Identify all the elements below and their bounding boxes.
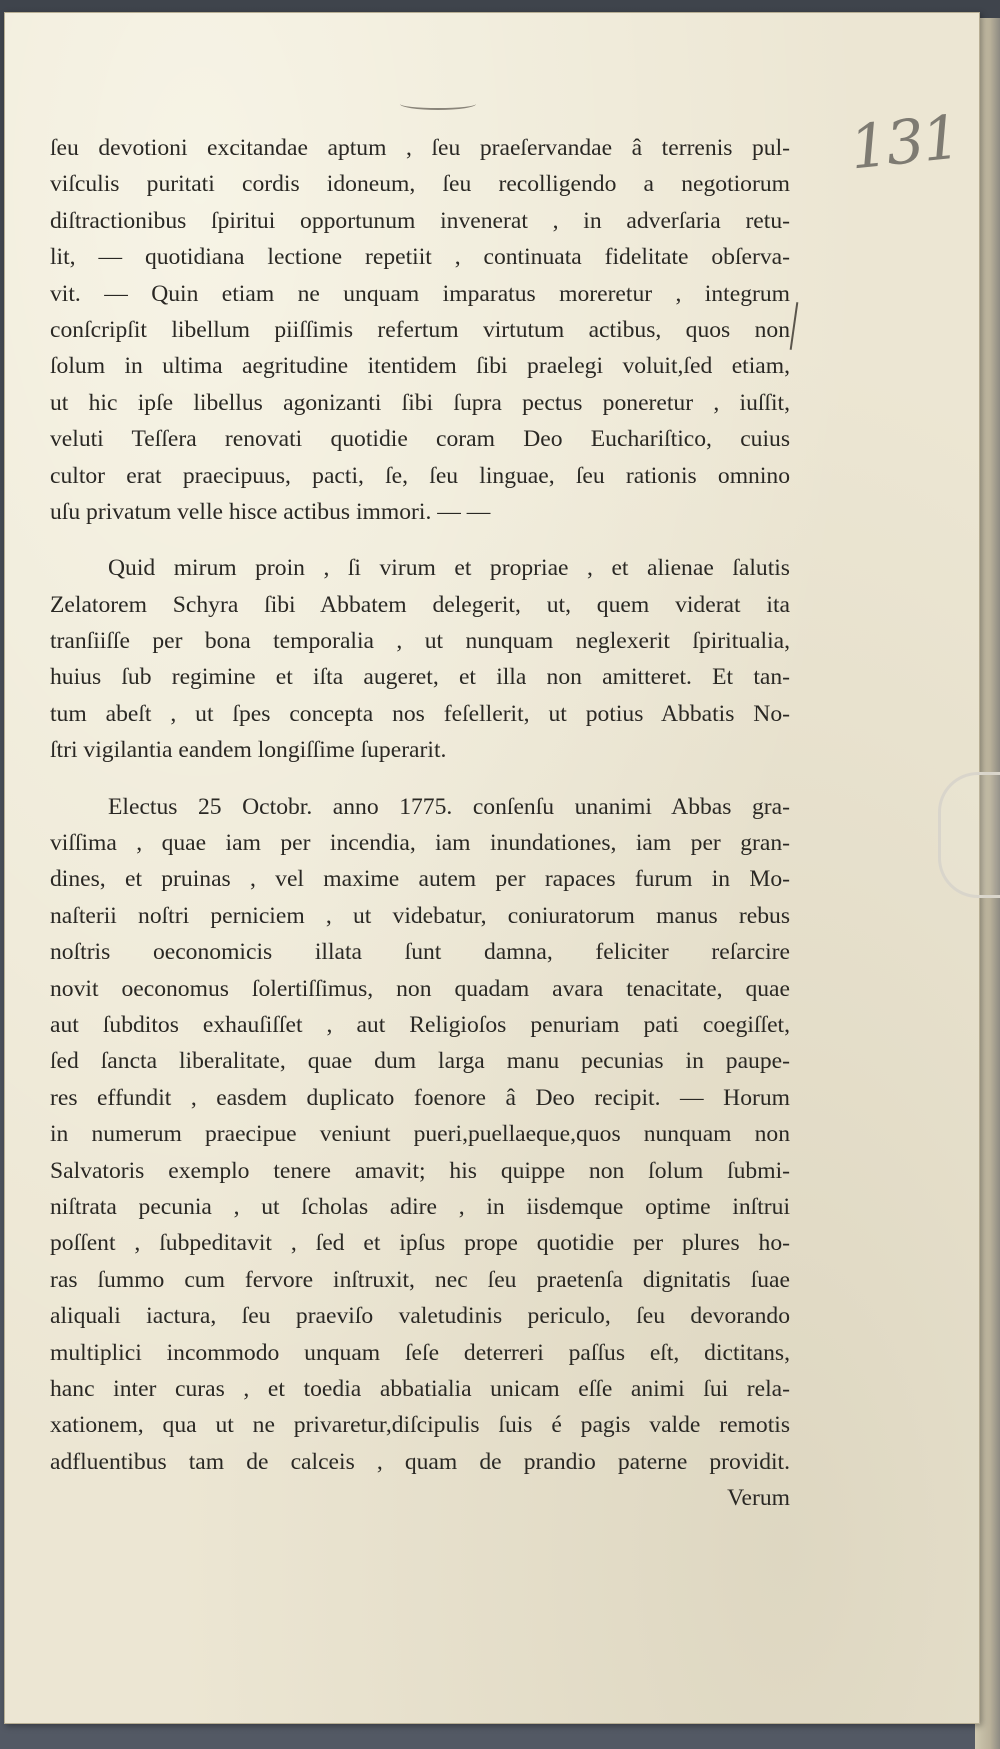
text-line: naſterii noſtri perniciem , ut videbatur, coniuratorum manus rebus <box>50 902 790 929</box>
page-clip <box>938 772 1000 898</box>
text-line: aut ſubditos exhauſiſſet , aut Religioſos penuriam pati coegiſſet, <box>50 1011 790 1038</box>
text-line: xationem, qua ut ne privaretur,diſcipulis ſuis é pagis valde remotis <box>50 1412 790 1439</box>
text-line: hanc inter curas , et toedia abbatialia unicam eſſe animi ſui rela- <box>50 1375 790 1402</box>
text-line: multiplici incommodo unquam ſeſe deterreri paſſus eſt, dictitans, <box>50 1339 790 1366</box>
ink-mark <box>400 98 476 110</box>
text-line: viſſima , quae iam per incendia, iam inundationes, iam per gran- <box>50 830 790 857</box>
text-line: res effundit , easdem duplicato foenore â Deo recipit. — Horum <box>50 1084 790 1111</box>
text-line: Electus 25 Octobr. anno 1775. conſenſu unanimi Abbas gra- <box>108 793 790 820</box>
text-line: veluti Teſſera renovati quotidie coram Deo Euchariſtico, cuius <box>50 426 790 453</box>
text-line: poſſent , ſubpeditavit , ſed et ipſus prope quotidie per plures ho- <box>50 1230 790 1257</box>
text-line: cultor erat praecipuus, pacti, ſe, ſeu linguae, ſeu rationis omnino <box>50 462 790 489</box>
text-line: vit. — Quin etiam ne unquam imparatus moreretur , integrum <box>50 280 790 307</box>
text-line: tum abeſt , ut ſpes concepta nos feſellerit, ut potius Abbatis No- <box>50 700 790 727</box>
text-line: novit oeconomus ſolertiſſimus, non quadam avara tenacitate, quae <box>50 975 790 1002</box>
text-line: aliquali iactura, ſeu praeviſo valetudinis periculo, ſeu devorando <box>50 1303 790 1330</box>
text-line: tranſiiſſe per bona temporalia , ut nunquam neglexerit ſpiritualia, <box>50 628 790 655</box>
text-line: ſtri vigilantia eandem longiſſime ſuperarit. <box>50 737 447 764</box>
text-line: Quid mirum proin , ſi virum et propriae , et alienae ſalutis <box>108 555 790 582</box>
text-line: ſeu devotioni excitandae aptum , ſeu praeſervandae â terrenis pul- <box>50 135 790 161</box>
text-line: noſtris oeconomicis illata ſunt damna, feliciter reſarcire <box>50 939 790 966</box>
text-line: niſtrata pecunia , ut ſcholas adire , in iisdemque optime inſtrui <box>50 1193 790 1220</box>
paragraph-2 <box>50 550 790 768</box>
margin-mark <box>790 302 799 350</box>
text-line: conſcripſit libellum piiſſimis refertum virtutum actibus, quos non <box>50 316 790 343</box>
text-line: Salvatoris exemplo tenere amavit; his quippe non ſolum ſubmi- <box>50 1157 790 1184</box>
text-line: ſolum in ultima aegritudine itentidem ſibi praelegi voluit,ſed etiam, <box>50 353 790 380</box>
text-line: ut hic ipſe libellus agonizanti ſibi ſupra pectus poneretur , iuſſit, <box>50 389 790 416</box>
document-page <box>4 12 980 1724</box>
catchword: Verum <box>727 1485 790 1512</box>
paragraph-1 <box>50 130 790 530</box>
page-number: 131 <box>846 102 962 184</box>
text-line: adfluentibus tam de calceis , quam de prandio paterne providit. <box>50 1448 790 1475</box>
text-line: in numerum praecipue veniunt pueri,puellaeque,quos nunquam non <box>50 1121 790 1148</box>
text-line: lit, — quotidiana lectione repetiit , continuata fidelitate obſerva- <box>50 244 790 271</box>
paragraph-3 <box>50 789 790 1517</box>
text-line: diſtractionibus ſpiritui opportunum invenerat , in adverſaria retu- <box>50 207 790 234</box>
text-line: ras ſummo cum fervore inſtruxit, nec ſeu praetenſa dignitatis ſuae <box>50 1266 790 1293</box>
text-line: uſu privatum velle hisce actibus immori. — — <box>50 498 491 525</box>
text-line: huius ſub regimine et iſta augeret, et illa non amitteret. Et tan- <box>50 664 790 691</box>
text-line: dines, et pruinas , vel maxime autem per rapaces furum in Mo- <box>50 866 790 893</box>
text-line: ſed ſancta liberalitate, quae dum larga manu pecunias in paupe- <box>50 1048 790 1075</box>
body-text <box>50 130 790 1536</box>
text-line: Zelatorem Schyra ſibi Abbatem delegerit, ut, quem viderat ita <box>50 591 790 618</box>
text-line: viſculis puritati cordis idoneum, ſeu recolligendo a negotiorum <box>50 171 790 198</box>
